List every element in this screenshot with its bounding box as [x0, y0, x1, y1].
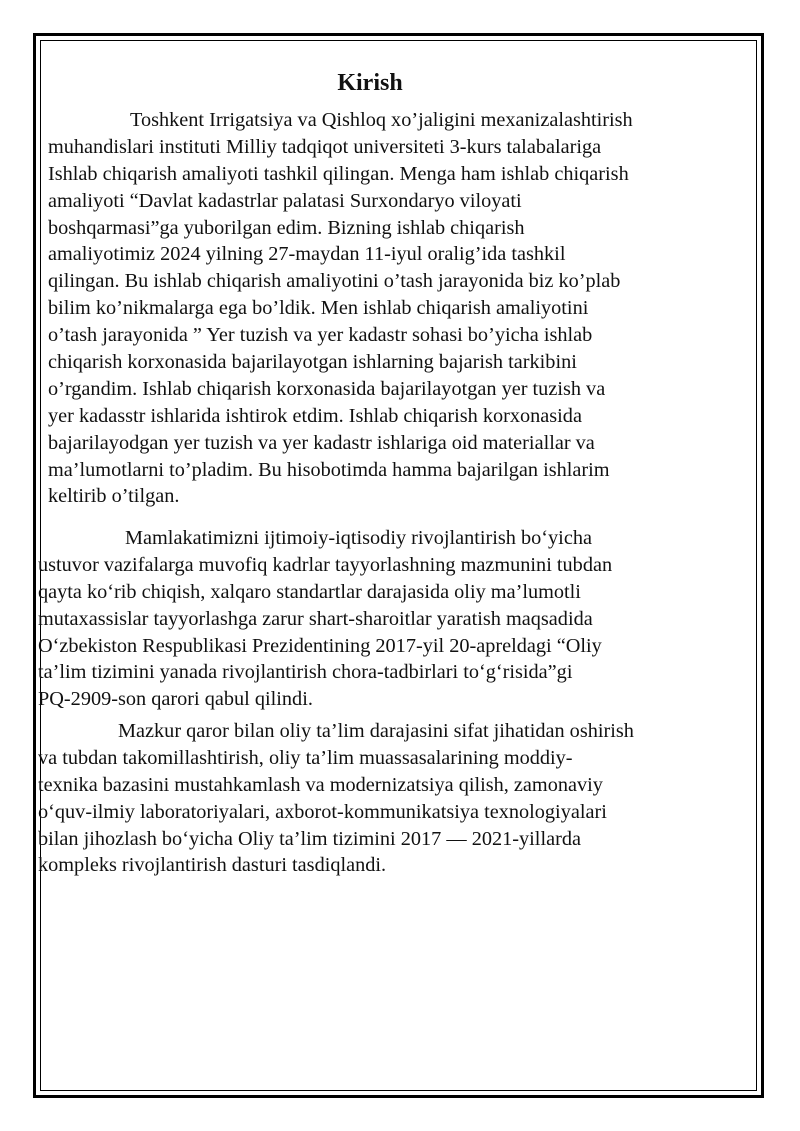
paragraph-line: ma’lumotlarni to’pladim. Bu hisobotimda hamma bajarilgan ishlarim	[48, 458, 610, 481]
paragraph-1	[48, 107, 633, 510]
paragraph-line: kompleks rivojlantirish dasturi tasdiqlandi.	[38, 854, 387, 877]
paragraph-line: muhandislari instituti Milliy tadqiqot universiteti 3-kurs talabalariga	[48, 135, 602, 158]
paragraph-3	[38, 718, 634, 879]
paragraph-line: Mazkur qaror bilan oliy ta’lim darajasini sifat jihatidan oshirish	[118, 720, 634, 742]
paragraph-line: bajarilayodgan yer tuzish va yer kadastr ishlariga oid materiallar va	[48, 431, 595, 454]
page-title: Kirish	[337, 70, 403, 96]
paragraph-line: bilan jihozlash bo‘yicha Oliy ta’lim tizimini 2017 — 2021-yillarda	[38, 827, 581, 850]
paragraph-line: amaliyotimiz 2024 yilning 27-maydan 11-iyul oralig’ida tashkil	[48, 243, 566, 266]
paragraph-line: qayta ko‘rib chiqish, xalqaro standartlar darajasida oliy ma’lumotli	[38, 580, 581, 603]
paragraph-line: amaliyoti “Davlat kadastrlar palatasi Surxondaryo viloyati	[48, 189, 522, 212]
paragraph-line: Ishlab chiqarish amaliyoti tashkil qilingan. Menga ham ishlab chiqarish	[48, 162, 629, 185]
paragraph-line: ustuvor vazifalarga muvofiq kadrlar tayyorlashning mazmunini tubdan	[38, 553, 613, 576]
paragraph-line: PQ-2909-son qarori qabul qilindi.	[38, 688, 313, 711]
paragraph-line: o’tash jarayonida ” Yer tuzish va yer kadastr sohasi bo’yicha ishlab	[48, 324, 593, 347]
paragraph-line: va tubdan takomillashtirish, oliy ta’lim muassasalarining moddiy-	[38, 746, 573, 769]
paragraph-line: boshqarmasi”ga yuborilgan edim. Bizning ishlab chiqarish	[48, 216, 525, 239]
paragraph-line: o‘quv-ilmiy laboratoriyalari, axborot-kommunikatsiya texnologiyalari	[38, 800, 607, 823]
paragraph-line: ta’lim tizimini yanada rivojlantirish chora-tadbirlari to‘g‘risida”gi	[38, 661, 573, 684]
paragraph-line: chiqarish korxonasida bajarilayotgan ishlarning bajarish tarkibini	[48, 351, 577, 374]
paragraph-line: bilim ko’nikmalarga ega bo’ldik. Men ishlab chiqarish amaliyotini	[48, 297, 589, 320]
paragraph-2	[38, 525, 612, 713]
paragraph-line: o’rgandim. Ishlab chiqarish korxonasida bajarilayotgan yer tuzish va	[48, 377, 606, 400]
paragraph-line: texnika bazasini mustahkamlash va modernizatsiya qilish, zamonaviy	[38, 773, 603, 796]
paragraph-line: Mamlakatimizni ijtimoiy-iqtisodiy rivojlantirish bo‘yicha	[125, 527, 592, 549]
paragraph-line: Toshkent Irrigatsiya va Qishloq xo’jaligini mexanizalashtirish	[130, 109, 633, 131]
paragraph-line: qilingan. Bu ishlab chiqarish amaliyotini o’tash jarayonida biz ko’plab	[48, 270, 621, 293]
paragraph-line: mutaxassislar tayyorlashga zarur shart-sharoitlar yaratish maqsadida	[38, 607, 593, 630]
paragraph-line: yer kadasstr ishlarida ishtirok etdim. Ishlab chiqarish korxonasida	[48, 404, 582, 427]
paragraph-line: O‘zbekiston Respublikasi Prezidentining 2017-yil 20-apreldagi “Oliy	[38, 634, 602, 657]
paragraph-line: keltirib o’tilgan.	[48, 485, 180, 508]
